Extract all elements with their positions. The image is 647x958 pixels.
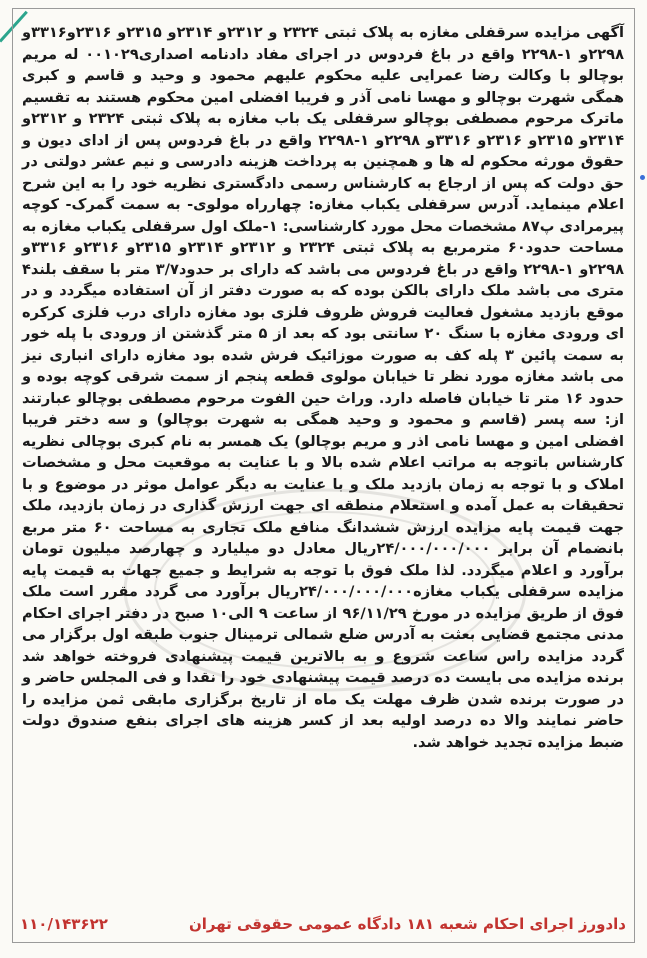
notice-body-text: آگهی مزایده سرقفلی مغازه به پلاک ثبتی ۲۳۲۴ و ۲۳۱۲و ۲۳۱۴و ۲۳۱۵و ۲۳۱۶و۳۳۱۶و ۲۲۹۸و ۱-۲۲۹۸ واقع در باغ فردوس در اجرای مفاد دادنامه اصداری۰۰۱۰۲۹ له مریم بوچالو با وکالت رضا عمرایی علیه محکوم علیهم محمود و وحید و قاسم و کبری همگی شهرت بوچالو و مهسا نامی آذر و فریبا افضلی امین محکوم هستند به تقسیم ماترک مرحوم مصطفی بوچالو سرقفلی یک باب مغازه به پلاک ثبتی ۲۳۲۴ و ۲۳۱۲و ۲۳۱۴و ۲۳۱۵و ۲۳۱۶و ۳۳۱۶و ۲۲۹۸و ۱-۲۲۹۸ واقع در باغ فردوس پس از ادای دیون و حقوق مورثه محکوم له ها و همچنین به پرداخت هزینه دادرسی و نیم عشر دولتی در حق دولت که پس از ارجاع به کارشناس رسمی دادگستری نظریه خود را به این شرح اعلام مینماید. آدرس سرقفلی یکباب مغازه: چهارراه مولوی- به سمت گمرک- کوچه پیرمرادی پ۸۷ مشخصات محل مورد کارشناسی: ۱-ملک اول سرقفلی یکباب مغازه به مساحت حدود۶۰ مترمربع به پلاک ثبتی ۲۳۲۴ و ۲۳۱۲و ۲۳۱۴و ۲۳۱۵و ۲۳۱۶و ۳۳۱۶و ۲۲۹۸و ۱-۲۲۹۸ واقع در باغ فردوس می باشد که دارای بر حدود۳/۷ متر با سقف بلند۴ متری می باشد ملک دارای بالکن بوده که به صورت دفتر از آن استفاده میگردد و در موقع بازدید مشغول فعالیت فروش ظروف فلزی بود مغازه دارای درب فلزی کرکره ای ورودی مغازه با سنگ ۲۰ سانتی بود که بعد از ۵ متر گذشتن از ورودی با پله خور به سمت پائین ۳ پله کف به صورت موزائیک فرش شده بود مغازه دارای انباری نیز می باشد مغازه مورد نظر تا خیابان مولوی قطعه پنجم از سمت شرقی کوچه بوده و حدود ۱۶ متر تا خیابان فاصله دارد. وراث حین الفوت مرحوم مصطفی بوچالو عبارتند از: سه پسر (قاسم و محمود و وحید همگی به شهرت بوچالو) و سه دختر فریبا افضلی امین و مهسا نامی اذر و مریم بوچالو) یک همسر به نام کبری بوچالی نظریه کارشناس باتوجه به مراتب اعلام شده بالا و با عنایت به موقعیت محل و مشخصات املاک و با توجه به زمان بازدید ملک و با عنایت به دیگر عوامل موثر در موضوع و با تحقیقات به عمل آمده و استعلام منطقه ای جهت ارزش گذاری در زمان بازدید، ملک جهت قیمت پایه مزایده ارزش ششدانگ منافع ملک تجاری به مساحت ۶۰ متر مربع بانضمام آن برابر ۲۴/۰۰۰/۰۰۰/۰۰۰ریال معادل دو میلیارد و چهارصد میلیون تومان برآورد و اعلام میگردد. لذا ملک فوق با توجه به شرایط و جمیع جهات به قیمت پایه مزایده سرقفلی یکباب مغازه۲۴/۰۰۰/۰۰۰/۰۰۰ریال برآورد می گردد مقرر است ملک فوق از طریق مزایده در مورخ ۹۶/۱۱/۲۹ از ساعت ۹ الی۱۰ صبح در دفتر اجرای احکام مدنی مجتمع قضایی بعثت به آدرس ضلع شمالی ترمینال جنوب طبقه اول برگزار می گردد مزایده راس ساعت شروع و به بالاترین قیمت پیشنهادی فروخته خواهد شد برنده مزایده می بایست ده درصد قیمت پیشنهادی خود را نقدا و فی المجلس حاضر و در صورت برنده شدن ظرف مهلت یک ماه از تاریخ برگزاری مابقی ثمن مزایده را حاضر نمایند والا ده درصد اولیه بعد از کسر هزینه های اجرای بنفع صندوق دولت ضبط مزایده تجدید خواهد شد. — [22, 24, 625, 751]
notice-footer — [20, 912, 626, 936]
footer-signature: دادورز اجرای احکام شعبه ۱۸۱ دادگاه عمومی حقوقی تهران — [188, 915, 626, 933]
notice-body — [22, 22, 624, 753]
top-cut-heading — [203, 5, 463, 21]
edge-mark — [640, 175, 645, 180]
footer-reference-number: ۱۱۰/۱۴۳۶۲۲ — [20, 915, 108, 933]
